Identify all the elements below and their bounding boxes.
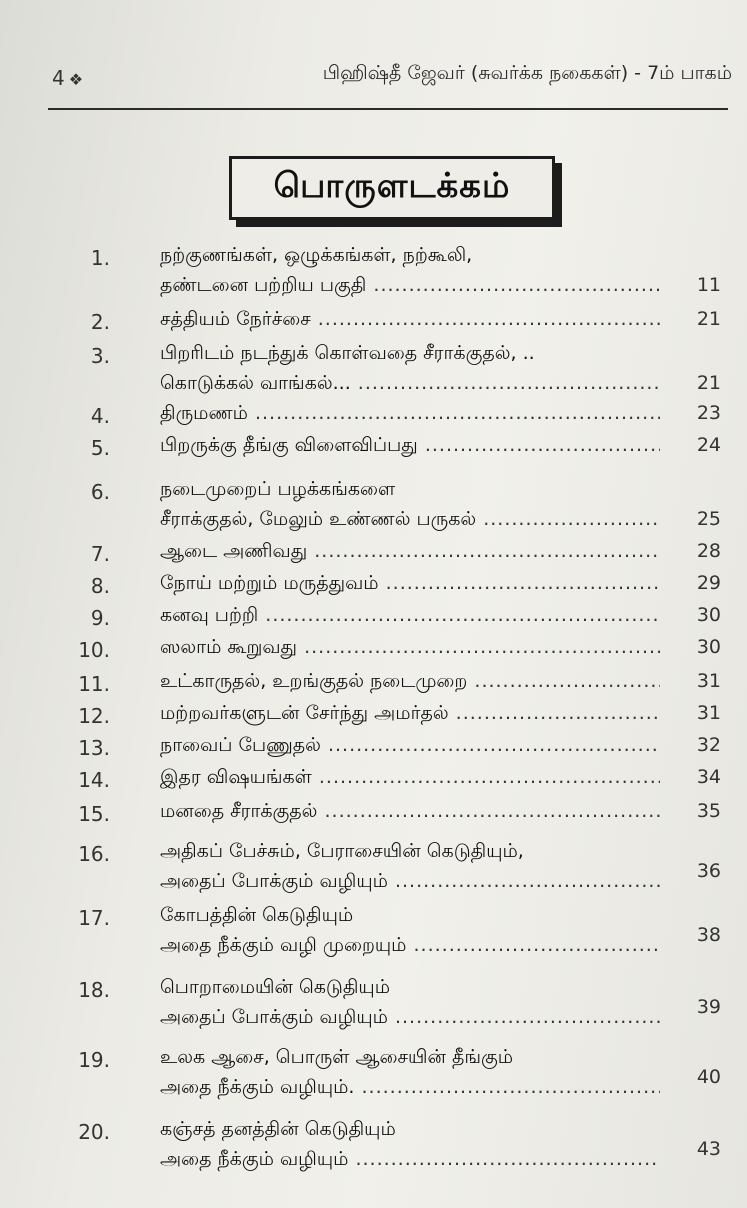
toc-entry-title-continued-text: கொடுக்கல் வாங்கல்... <box>160 372 351 394</box>
toc-entry-title-continued-text: அதை நீக்கும் வழியும். <box>160 1076 355 1098</box>
toc-entry-title-text: நாவைப் பேணுதல் <box>160 734 321 756</box>
toc-entry-title <box>160 702 660 727</box>
toc-entry-title <box>160 670 660 695</box>
toc-entry-page: 24 <box>696 434 721 456</box>
toc-entry-number: 9. <box>90 606 110 630</box>
toc-entry-title-text: ஸலாம் கூறுவது <box>160 636 298 658</box>
toc-entry-page: 29 <box>696 572 721 594</box>
toc-entry-page: 32 <box>696 734 721 756</box>
toc-entry-number: 17. <box>78 906 110 930</box>
toc-entry-title-text: மற்றவர்களுடன் சேர்ந்து அமர்தல் <box>160 702 449 724</box>
toc-entry-title <box>160 604 660 629</box>
toc-entry-number: 1. <box>90 246 110 270</box>
toc-entry-number: 12. <box>78 704 110 728</box>
page-number <box>52 66 83 90</box>
toc-entry-title <box>160 904 660 929</box>
toc-entry-title-text: பிறரிடம் நடந்துக் கொள்வதை சீராக்குதல், .. <box>160 342 535 364</box>
toc-entry-page: 25 <box>696 508 721 530</box>
toc-entry-title <box>160 800 660 825</box>
toc-entry-page: 28 <box>696 540 721 562</box>
toc-entry-title <box>160 1118 660 1143</box>
toc-entry-page: 35 <box>696 800 721 822</box>
header-divider <box>48 108 728 110</box>
toc-entry-title-text: இதர விஷயங்கள் <box>160 766 312 788</box>
toc-entry-title <box>160 1046 660 1071</box>
toc-entry-title-text: திருமணம் <box>160 402 248 424</box>
page-number-text: 4 <box>52 66 65 90</box>
toc-entry-page: 21 <box>696 308 721 330</box>
toc-entry-title <box>160 840 660 865</box>
toc-entry-title <box>160 572 660 597</box>
toc-entry-title-continued <box>160 1006 660 1031</box>
toc-entry-title-text: மனதை சீராக்குதல் <box>160 800 318 822</box>
toc-entry-number: 4. <box>90 404 110 428</box>
toc-entry-title <box>160 766 660 791</box>
toc-entry-title-text: நோய் மற்றும் மருத்துவம் <box>160 572 379 594</box>
toc-entry-page: 40 <box>696 1066 721 1088</box>
toc-entry-title-continued <box>160 870 660 895</box>
toc-entry-title-continued-text: அதை நீக்கும் வழியும் <box>160 1148 349 1170</box>
toc-entry-title-text: ஆடை அணிவது <box>160 540 308 562</box>
toc-entry-number: 7. <box>90 542 110 566</box>
contents-title-box <box>229 156 555 220</box>
toc-entry-title-text: நடைமுறைப் பழக்கங்களை <box>160 478 396 500</box>
toc-entry-number: 11. <box>78 672 110 696</box>
toc-entry-page: 38 <box>696 924 721 946</box>
toc-entry-title <box>160 636 660 661</box>
toc-entry-title <box>160 402 660 427</box>
toc-entry-title <box>160 434 660 459</box>
toc-entry-title-text: உட்காருதல், உறங்குதல் நடைமுறை <box>160 670 468 692</box>
toc-entry-page: 11 <box>696 274 721 296</box>
toc-entry-title-text: கனவு பற்றி <box>160 604 259 626</box>
toc-entry-title-continued <box>160 372 660 397</box>
toc-entry-page: 21 <box>696 372 721 394</box>
toc-entry-title-text: கோபத்தின் கெடுதியும் <box>160 904 354 926</box>
toc-entry-page: 31 <box>696 702 721 724</box>
toc-entry-title-continued <box>160 934 660 959</box>
toc-entry-title-text: பொறாமையின் கெடுதியும் <box>160 976 390 998</box>
toc-entry-title-text: பிறருக்கு தீங்கு விளைவிப்பது <box>160 434 418 456</box>
toc-entry-title-text: கஞ்சத் தனத்தின் கெடுதியும் <box>160 1118 396 1140</box>
toc-entry-page: 31 <box>696 670 721 692</box>
toc-entry-number: 20. <box>78 1120 110 1144</box>
toc-entry-page: 30 <box>696 604 721 626</box>
toc-entry-title <box>160 734 660 759</box>
toc-entry-page: 43 <box>696 1138 721 1160</box>
toc-entry-page: 39 <box>696 996 721 1018</box>
toc-entry-title-text: நற்குணங்கள், ஒழுக்கங்கள், நற்கூலி, <box>160 244 473 266</box>
toc-entry-title-continued-text: அதை நீக்கும் வழி முறையும் <box>160 934 407 956</box>
toc-entry-title-continued <box>160 274 660 299</box>
toc-entry-title-text: அதிகப் பேச்சும், பேராசையின் கெடுதியும், <box>160 840 524 862</box>
toc-entry-title-continued-text: அதைப் போக்கும் வழியும் <box>160 870 388 892</box>
toc-entry-title-text: உலக ஆசை, பொருள் ஆசையின் தீங்கும் <box>160 1046 514 1068</box>
toc-entry-title-continued <box>160 508 660 533</box>
page-header <box>52 60 732 96</box>
toc-entry-page: 34 <box>696 766 721 788</box>
toc-entry-title-continued-text: சீராக்குதல், மேலும் உண்ணல் பருகல் <box>160 508 477 530</box>
toc-entry-page: 36 <box>696 860 721 882</box>
toc-entry-number: 13. <box>78 736 110 760</box>
toc-entry-number: 10. <box>78 638 110 662</box>
contents-title: பொருளடக்கம் <box>273 166 511 206</box>
toc-entry-title-continued <box>160 1148 660 1173</box>
toc-entry-number: 14. <box>78 768 110 792</box>
toc-entry-number: 6. <box>90 480 110 504</box>
toc-entry-title-continued-text: தண்டனை பற்றிய பகுதி <box>160 274 367 296</box>
toc-entry-page: 23 <box>696 402 721 424</box>
toc-entry-title <box>160 342 660 367</box>
toc-entry-number: 3. <box>90 344 110 368</box>
toc-entry-number: 2. <box>90 310 110 334</box>
toc-entry-page: 30 <box>696 636 721 658</box>
toc-entry-title <box>160 308 660 333</box>
toc-entry-title <box>160 976 660 1001</box>
toc-entry-number: 15. <box>78 802 110 826</box>
toc-entry-title <box>160 540 660 565</box>
toc-entry-number: 16. <box>78 842 110 866</box>
ornament-icon: ❖ <box>68 70 84 89</box>
toc-entry-title <box>160 244 660 269</box>
toc-entry-title-continued <box>160 1076 660 1101</box>
toc-entry-title-text: சத்தியம் நேர்ச்சை <box>160 308 311 330</box>
running-title: பிஹிஷ்தீ ஜேவர் (சுவர்க்க நகைகள்) - 7ம் பாகம் <box>322 62 732 84</box>
toc-entry-number: 18. <box>78 978 110 1002</box>
toc-entry-number: 8. <box>90 574 110 598</box>
toc-entry-title <box>160 478 660 503</box>
toc-entry-number: 19. <box>78 1048 110 1072</box>
toc-entry-number: 5. <box>90 436 110 460</box>
toc-entry-title-continued-text: அதைப் போக்கும் வழியும் <box>160 1006 388 1028</box>
